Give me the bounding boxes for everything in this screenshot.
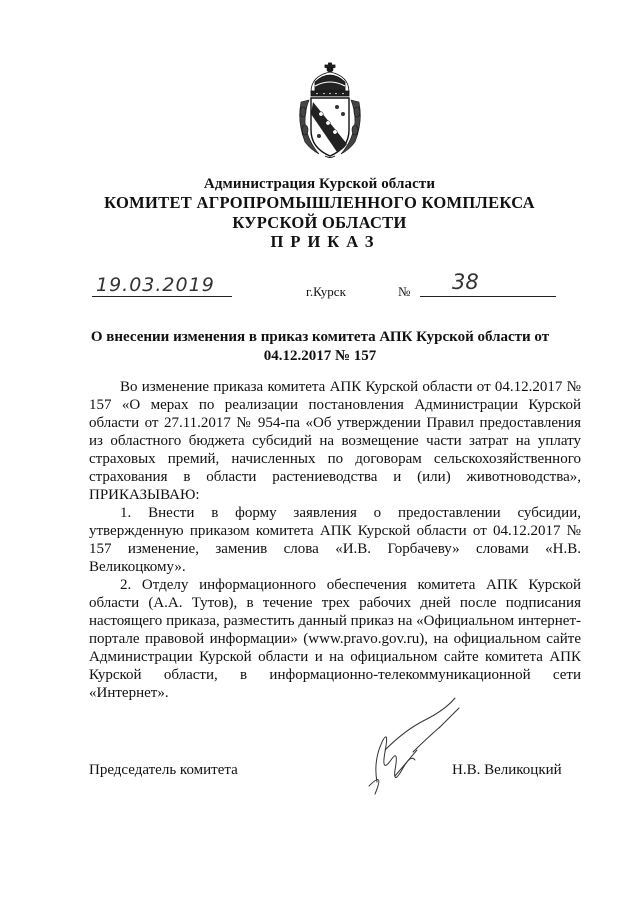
handwritten-number: 38 — [452, 270, 479, 294]
signatory-name: Н.В. Великоцкий — [452, 762, 562, 778]
number-label: № — [398, 284, 411, 299]
committee-title-line2: КУРСКОЙ ОБЛАСТИ — [232, 213, 407, 232]
body-item-1: 1. Внести в форму заявления о предоставлении субсидии, утвержденную приказом комитета АПК Курской области от 04.12.2017 № 157 изменение, заменив слова «И.В. Горбачеву» словами «Н.В. Великоцкому». — [89, 505, 581, 575]
body-intro-paragraph: Во изменение приказа комитета АПК Курской области от 04.12.2017 № 157 «О мерах по реализации постановления Администрации Курской области от 27.11.2017 № 954-па «Об утверждении Правил предоставления из областного бюджета субсидий на возмещение части затрат на уплату страховых премий, начисленных по договорам сельскохозяйственного страхования в области растениеводства и (или) животноводства», ПРИКАЗЫВАЮ: — [89, 379, 581, 503]
body-item-2: 2. Отделу информационного обеспечения комитета АПК Курской области (А.А. Тутов), в течение трех рабочих дней после подписания настоящего приказа, разместить данный приказ на «Официальном интернет-портале правовой информации» (www.pravo.gov.ru), на официальном сайте Администрации Курской области и на официальном сайте комитета АПК Курской области, в информационно-телекоммуникационной сети «Интернет». — [89, 577, 581, 701]
date-underline — [92, 296, 232, 297]
handwritten-date: 19.03.2019 — [96, 274, 215, 296]
handwritten-signature — [355, 690, 475, 800]
order-subject: О внесении изменения в приказ комитета АПК Курской области от 04.12.2017 № 157 — [90, 329, 550, 364]
signatory-position: Председатель комитета — [89, 762, 238, 778]
committee-title-line1: КОМИТЕТ АГРОПРОМЫШЛЕННОГО КОМПЛЕКСА — [104, 193, 535, 212]
coat-of-arms-emblem — [297, 62, 363, 160]
document-type-title: ПРИКАЗ — [270, 232, 381, 251]
order-body — [89, 378, 581, 702]
administration-title: Администрация Курской области — [203, 176, 436, 192]
city-label: г.Курск — [306, 284, 346, 299]
number-underline — [420, 296, 556, 297]
